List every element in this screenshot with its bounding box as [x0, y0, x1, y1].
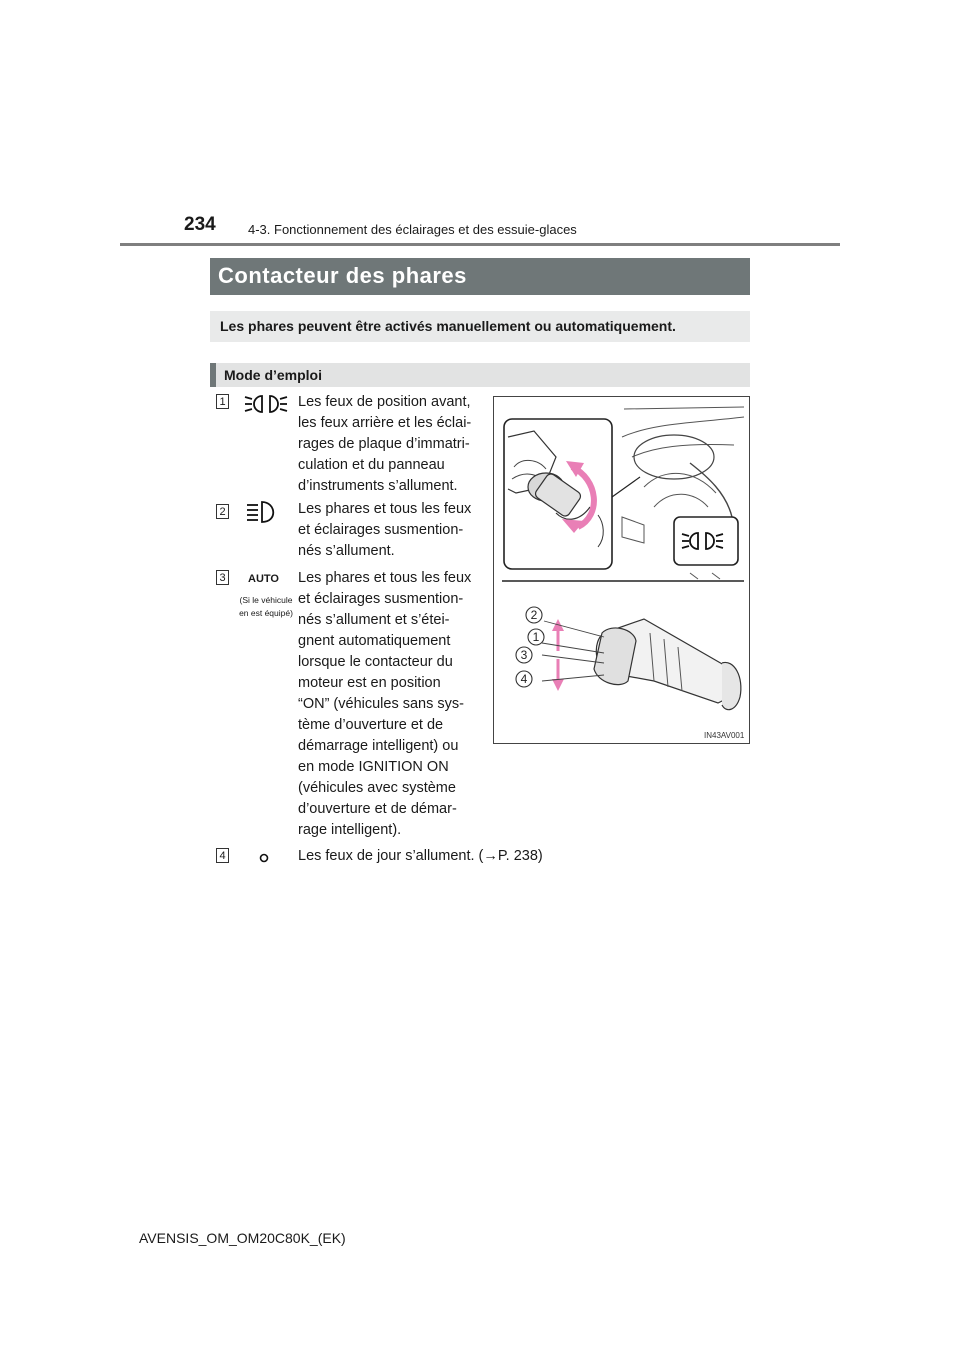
header-divider: [120, 243, 840, 246]
callout-2: 2: [530, 608, 538, 622]
item-description-1: Les feux de position avant, les feux arrière et les éclai- rages de plaque d’immatri- culation et du panneau d’instruments s’allument.: [298, 394, 472, 494]
auto-label: AUTO: [248, 573, 279, 585]
page-number: 234: [184, 214, 216, 235]
item-number-3: 3: [216, 570, 229, 585]
subsection-header: [210, 363, 750, 387]
headlight-icon: [246, 500, 280, 524]
headlight-switch-illustration: [494, 397, 749, 743]
intro-text: Les phares peuvent être activés manuellement ou automatiquement.: [220, 318, 676, 334]
section-title: 4-3. Fonctionnement des éclairages et des essuie-glaces: [248, 222, 577, 237]
callout-3: 3: [520, 648, 528, 662]
parking-lights-icon: [244, 393, 288, 415]
callout-4: 4: [520, 672, 528, 686]
title-banner: [210, 258, 750, 295]
item-number-1: 1: [216, 394, 229, 409]
item-number-2: 2: [216, 504, 229, 519]
item-number-4: 4: [216, 848, 229, 863]
page-title: Contacteur des phares: [218, 263, 467, 288]
figure-code: IN43AV001: [704, 731, 745, 740]
illustration: [493, 396, 750, 744]
equipment-note: (Si le véhicule en est équipé): [239, 595, 293, 618]
item-description-3: Les phares et tous les feux et éclairages susmention- nés s’allument et s’étei- gnent automatiquement lorsque le contacteur du moteur est en position “ON” (véhicules sans sys- tème d’ouverture et de démarrage intelligent) ou en mode IGNITION ON (véhicules avec système d’ouverture et de démar- rage intelligent).: [298, 570, 472, 838]
subsection-title: Mode d’emploi: [224, 367, 322, 383]
item-description-4: Les feux de jour s’allument. (→P. 238): [298, 848, 543, 864]
item-description-2: Les phares et tous les feux et éclairages susmention- nés s’allument.: [298, 501, 472, 559]
footer-document-id: AVENSIS_OM_OM20C80K_(EK): [139, 1230, 346, 1246]
callout-1: 1: [532, 630, 540, 644]
intro-box: [210, 311, 750, 342]
daytime-running-lights-icon: [258, 852, 270, 864]
